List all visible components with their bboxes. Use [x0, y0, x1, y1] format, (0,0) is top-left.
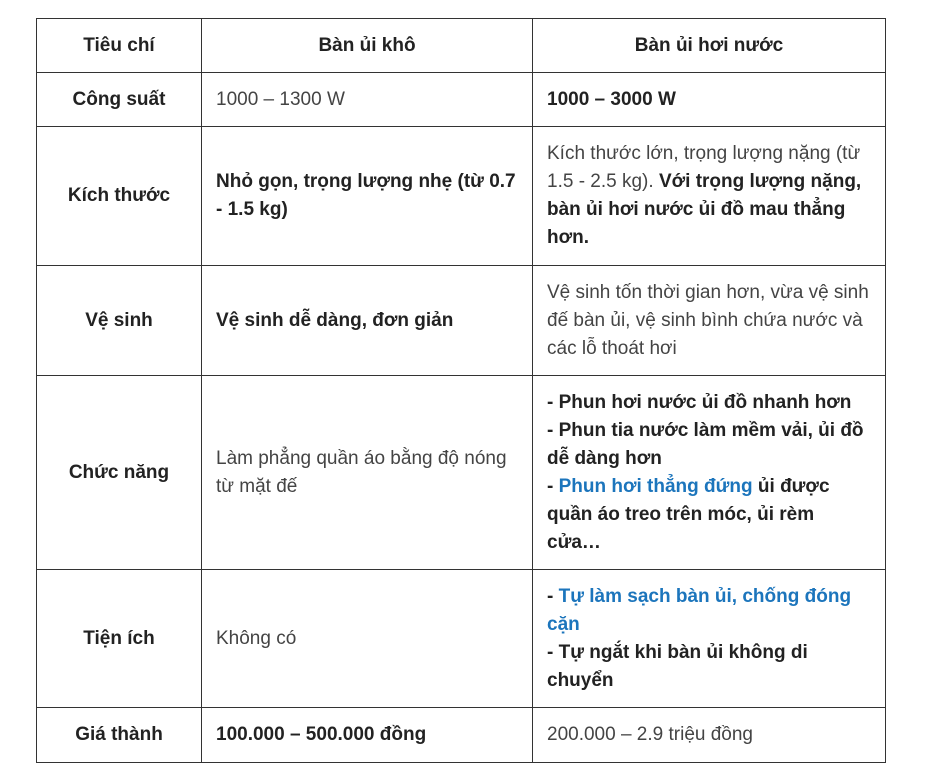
function-steam-line-3: [547, 473, 871, 557]
header-steam-iron: Bàn ủi hơi nước: [533, 19, 886, 73]
row-size: [37, 127, 886, 266]
function-steam-line-3-rest: ủi được quần áo treo trên móc, ủi rèm cửa…: [547, 475, 830, 553]
function-steam: [533, 376, 886, 570]
row-function: [37, 376, 886, 570]
label-power: Công suất: [37, 73, 202, 127]
cleaning-dry: Vệ sinh dễ dàng, đơn giản: [202, 266, 533, 376]
power-dry: 1000 – 1300 W: [202, 73, 533, 127]
size-steam: [533, 127, 886, 266]
row-utility: [37, 570, 886, 708]
comparison-table-wrapper: [36, 18, 886, 763]
header-criterion: Tiêu chí: [37, 19, 202, 73]
label-price: Giá thành: [37, 708, 202, 763]
label-size: Kích thước: [37, 127, 202, 266]
self-clean-link[interactable]: Tự làm sạch bàn ủi, chống đóng cặn: [547, 585, 852, 635]
table-header-row: [37, 19, 886, 73]
utility-steam-line-1-prefix: -: [547, 585, 559, 607]
row-cleaning: [37, 266, 886, 376]
label-function: Chức năng: [37, 376, 202, 570]
utility-steam-line-1: [547, 583, 871, 639]
header-dry-iron: Bàn ủi khô: [202, 19, 533, 73]
price-steam: 200.000 – 2.9 triệu đồng: [533, 708, 886, 763]
price-dry: 100.000 – 500.000 đồng: [202, 708, 533, 763]
function-steam-line-1: - Phun hơi nước ủi đồ nhanh hơn: [547, 391, 852, 413]
cleaning-steam: Vệ sinh tốn thời gian hơn, vừa vệ sinh đế bàn ủi, vệ sinh bình chứa nước và các lỗ thoát hơi: [533, 266, 886, 376]
function-steam-line-3-prefix: -: [547, 475, 559, 497]
utility-steam-line-2: - Tự ngắt khi bàn ủi không di chuyển: [547, 641, 808, 691]
comparison-table: [36, 18, 886, 763]
label-cleaning: Vệ sinh: [37, 266, 202, 376]
utility-steam: [533, 570, 886, 708]
size-steam-bold: Với trọng lượng nặng, bàn ủi hơi nước ủi đồ mau thẳng hơn.: [547, 171, 862, 248]
function-dry: Làm phẳng quần áo bằng độ nóng từ mặt đế: [202, 376, 533, 570]
size-dry: Nhỏ gọn, trọng lượng nhẹ (từ 0.7 - 1.5 kg): [202, 127, 533, 266]
steam-vertical-link[interactable]: Phun hơi thẳng đứng: [558, 475, 753, 497]
row-power: [37, 73, 886, 127]
power-steam: 1000 – 3000 W: [533, 73, 886, 127]
utility-dry: Không có: [202, 570, 533, 708]
row-price: [37, 708, 886, 763]
label-utility: Tiện ích: [37, 570, 202, 708]
size-steam-plain: Kích thước lớn, trọng lượng nặng (từ 1.5 - 2.5 kg).: [547, 143, 861, 192]
function-steam-line-2: - Phun tia nước làm mềm vải, ủi đồ dễ dàng hơn: [547, 419, 864, 469]
